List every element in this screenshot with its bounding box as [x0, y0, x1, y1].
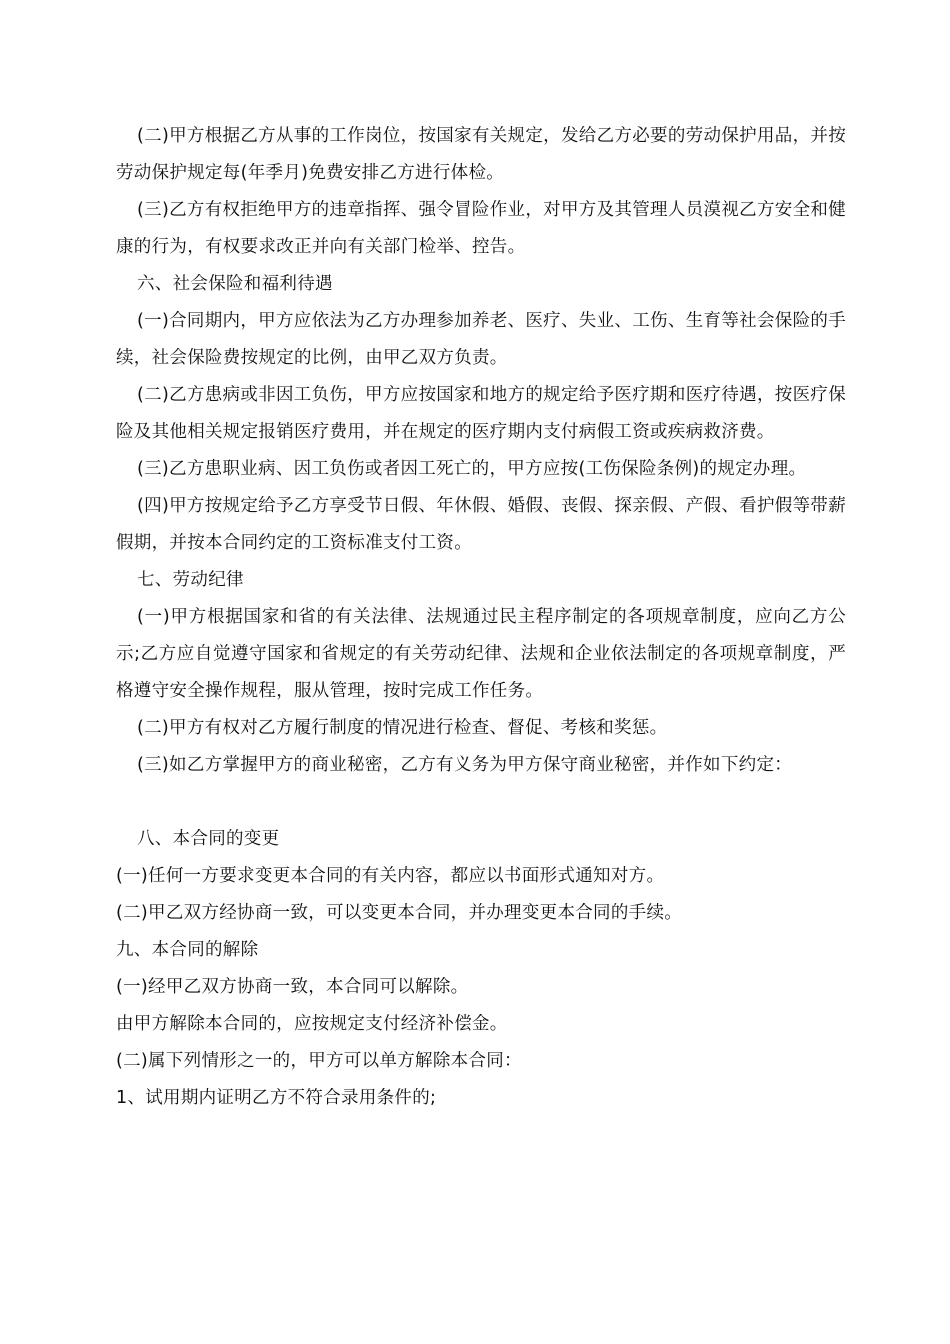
- paragraph-trade-secrets: (三)如乙方掌握甲方的商业秘密，乙方有义务为甲方保守商业秘密，并作如下约定：: [137, 755, 793, 775]
- section-heading-social-insurance: 六、社会保险和福利待遇: [137, 274, 333, 294]
- document-body: [116, 118, 846, 1117]
- paragraph-insurance-enrollment: (一)合同期内，甲方应依法为乙方办理参加养老、医疗、失业、工伤、生育等社会保险的手续，社会保险费按规定的比例，由甲乙双方负责。: [116, 311, 846, 368]
- paragraph-occupational-injury: (三)乙方患职业病、因工负伤或者因工死亡的，甲方应按(工伤保险条例)的规定办理。: [137, 459, 807, 479]
- paragraph-rules-and-regulations: (一)甲方根据国家和省的有关法律、法规通过民主程序制定的各项规章制度，应向乙方公示;乙方应自觉遵守国家和省规定的有关劳动纪律、法规和企业依法制定的各项规章制度，严格遵守安全操作规程，服从管理，按时完成工作任务。: [116, 607, 846, 701]
- paragraph-mutual-termination: (一)经甲乙双方协商一致，本合同可以解除。: [116, 977, 469, 997]
- paragraph-paid-leave: (四)甲方按规定给予乙方享受节日假、年休假、婚假、丧假、探亲假、产假、看护假等带薪假期，并按本合同约定的工资标准支付工资。: [116, 496, 846, 553]
- paragraph-mutual-change: (二)甲乙双方经协商一致，可以变更本合同，并办理变更本合同的手续。: [116, 903, 683, 923]
- paragraph-inspection-rights: (二)甲方有权对乙方履行制度的情况进行检查、督促、考核和奖惩。: [137, 718, 668, 738]
- paragraph-right-to-refuse: (三)乙方有权拒绝甲方的违章指挥、强令冒险作业，对甲方及其管理人员漠视乙方安全和健康的行为，有权要求改正并向有关部门检举、控告。: [116, 200, 846, 257]
- paragraph-labor-protection: (二)甲方根据乙方从事的工作岗位，按国家有关规定，发给乙方必要的劳动保护用品，并按劳动保护规定每(年季月)免费安排乙方进行体检。: [116, 126, 846, 183]
- section-heading-labor-discipline: 七、劳动纪律: [137, 570, 244, 590]
- list-item-probation: 1、试用期内证明乙方不符合录用条件的;: [116, 1088, 437, 1108]
- section-heading-contract-termination: 九、本合同的解除: [116, 940, 259, 960]
- paragraph-unilateral-termination: (二)属下列情形之一的，甲方可以单方解除本合同：: [116, 1051, 522, 1071]
- paragraph-severance-compensation: 由甲方解除本合同的，应按规定支付经济补偿金。: [116, 1014, 508, 1034]
- paragraph-written-notice: (一)任何一方要求变更本合同的有关内容，都应以书面形式通知对方。: [116, 866, 665, 886]
- paragraph-sick-leave: (二)乙方患病或非因工负伤，甲方应按国家和地方的规定给予医疗期和医疗待遇，按医疗保险及其他相关规定报销医疗费用，并在规定的医疗期内支付病假工资或疾病救济费。: [116, 385, 846, 442]
- section-heading-contract-change: 八、本合同的变更: [137, 829, 280, 849]
- blank-line: [116, 784, 846, 821]
